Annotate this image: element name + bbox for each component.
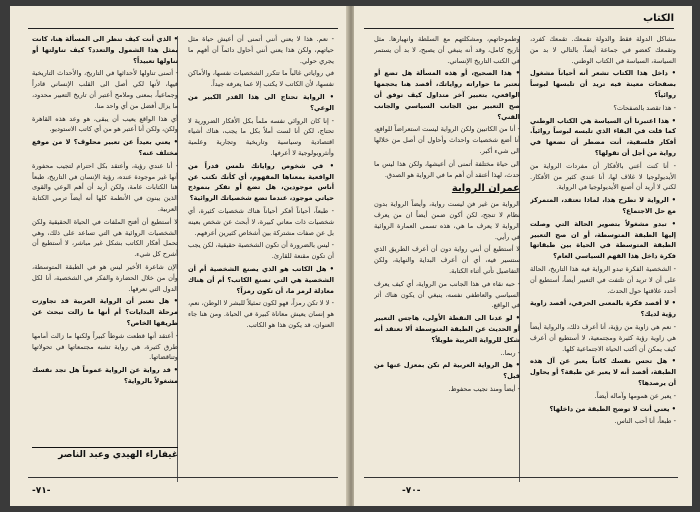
interview-question: • الرواية لا تطرح هذا، لماذا تعتقد، المتمركز مع حل الاجتماع؟: [530, 196, 676, 215]
interview-paragraph: - نعم هي زاوية من رؤية، أنا أعرف ذلك، والرواية أيضاً هي زاوية رؤية كثيرة ومجتمعية، لا أستطيع أن أعرف كيف يمكن أن أكتب الحياة الاجتماعية كلها.: [530, 322, 676, 353]
interview-paragraph: - طبعاً، أنا أحب الناس.: [614, 417, 676, 426]
interview-question: • هل تحس نفسك كاتباً يعبر عن آل هذه الطبقة، أقصد أنه لا يعبر عن طبقة؟ أو يحاول أن يرصدها؟: [530, 357, 676, 387]
interview-paragraph: في رواياتي غالباً ما تتكرر الشخصيات نفسها، والأماكن نفسها، لأن الكاتب لا يكتب إلا عما يعرفه جيداً.: [188, 69, 334, 89]
interview-paragraph: - ليس بالضرورة أن تكون الشخصية حقيقية، لكن يجب أن تكون مقنعة للقارئ.: [188, 241, 334, 261]
section-heading: عمران الرواية: [451, 183, 520, 195]
interview-paragraph: - أنا من الكاتبين ولكن الرواية ليست استعراضاً للواقع، أنا أضع شخصيات واحداث وأحاول أن أصل من خلالها الى شيء أكبر.: [374, 125, 520, 155]
interview-paragraph: - أعتقد أنها قطعت شوطاً كبيراً ولكنها ما زالت أمامها طرق كثيرة، هي رواية تشبه مجتمعاتها في تحولاتها وتناقضاتها.: [32, 331, 178, 362]
interview-paragraph: الى حياة مختلفة أتمنى أن أعيشها، ولكن هذا ليس ما حدث، لهذا أعتقد أن أهم ما في الرواية هو الصدق.: [374, 159, 520, 179]
running-header: [364, 12, 674, 29]
footer-rule: [28, 477, 338, 478]
interview-paragraph: وطموحاتهم، ومشكلتهم مع السلطة وانهيارها. مثل تاريخ كامل، وقد أنه ينبغي أن يصبح، لا بد أن يستمر في الكتب التاريخ الإنساني.: [374, 35, 520, 65]
footer-rule: [364, 477, 678, 478]
interview-question: • لو عدنا الى النقطة الأولى، هاجس التعبير أو الحديث عن الطبقة المتوسطة ألا تعتقد أنه شكل للرواية العربية طويلاً؟: [374, 314, 520, 344]
author-signature: غيفاراء الهيدي وعبد الناصر: [32, 447, 178, 460]
interview-paragraph: لا أستطيع أن أفتح الملفات في الحياة الحقيقية ولكن الشخصيات الروائية هي التي تساعد على ذلك، وهي تحمل أفكار الكاتب بشكل غير مباشر، لا أستطيع أن أشرح كل شيء.: [32, 217, 178, 259]
right-page-column-right: [530, 34, 676, 486]
interview-question: • الذي أنت كيف تنظر الى المسألة هنا، كانت بمثل هذا الشمول والتعدد؟ كيف تناولتها أو تناولها تعبيداً؟: [32, 35, 178, 65]
interview-question: • داخل هذا الكتاب تشعر أنه أحياناً مشغول بصفحات معينة فيه تريد أن تلبسها لبوساً روائياً؟: [530, 69, 676, 99]
interview-paragraph: - الشخصية الفكرة تبدو الرواية فيه هذا التاريخ، الحالة على أن لا تريد أن تلتفت في التعبير أيضاً، أستطيع أن أحدد علاقتها حول الحدث.: [530, 264, 676, 295]
interview-paragraph: - أيضاً ومنذ نجيب محفوظ.: [448, 384, 520, 393]
interview-paragraph: - حبه نقاء في هذا الجانب من الرواية، أي كيف يعرف السياسي والعاطفي نفسه، ينبغي أن يكون هناك أثر في الواقع.: [374, 279, 520, 310]
left-page: [10, 6, 348, 506]
interview-paragraph: الرواية من غير فن ليست رواية، وأيضاً الرواية بدون نظام لا تنجح، لكن أكون ضمن أيضاً ان من يعرف الرواية لا يعرف ما هي، هذه تسمى العمارة الروائية في رأيي.: [374, 200, 520, 241]
interview-paragraph: - أنا كنت أعني بالأفكار أن مفردات الرواية من الأيديولوجيا لا غلاف لها، أنا عندي كثير من الأفكار. لكني لا أريد أن أصنع الأيديولوجيا في الرواية.: [530, 161, 676, 192]
page-number: -٧٠-: [402, 486, 421, 496]
interview-question: • يعني بعيداً عن تعبير محلوف؟ لا من موقع مختلف عنه؟: [32, 138, 178, 157]
interview-paragraph: - لا لا تكن رمزاً، فهو لكون تمثيلاً للبشر لا الوطن، نعم، هو إنسان يعيش معاناة كبيرة في الحياة. ومن هنا جاء العنوان، قد يكون هذا هو الكاتب.: [188, 299, 334, 329]
interview-question: • هل الكاتب هو الذي يصنع الشخصية أم أن الشخصية هي التي تصنع الكاتب؟ أم أن هناك معادلة لرمز ما، أن تكون رمزاً؟: [188, 264, 334, 295]
interview-question: • يعني أنت لا توضح الطبقة من داخلها؟: [549, 404, 676, 413]
interview-question: • في شخوص رواياتك تلمس قدراً من الواقعية بمعناها المفهوم، أي كأنك تكتب عن أناس موجودين، هل تضع أو تفكر بنموذج حياتي موجود، عندما تضع شخصياتك الروائية؟: [188, 161, 334, 203]
running-title: الكتاب: [643, 13, 674, 24]
interview-question: • هل تعتبر أن الرواية العربية قد تجاوزت مرحلة البدايات؟ أم أنها ما زالت تبحث عن طريقها الخاص؟: [32, 297, 178, 327]
interview-paragraph: أي هذا الواقع يعيب أن يبقى، هو وعد هذه القاهرة ولكن، ولكن أنا أعتبر هو من أي كاتب الاستوديو.: [32, 114, 178, 134]
interview-question: • تبدو مشغولاً بتصوير الحالة التي وصلت إليها الطبقة المتوسطة، أو ان صح التعبير الطبقة المتوسطة في الحياة بين طبقاتها فكرة داخل هذا الفهم السياسي العام؟: [530, 219, 676, 261]
interview-question: • هذا الصحيح، أو هذه المسألة هل تضع أو تعتبر ما حواراته رواياتك، أقصد هنا بحجمها الواقعي، بتعبير آخر متداول كيف توفق أن صح التعبير بين الجانب السياسي والجانب الفني؟: [374, 69, 520, 121]
right-page-column-left: [374, 34, 520, 486]
left-page-column-left: [32, 34, 178, 486]
interview-paragraph: - يعبر عن همومها وآماله أيضاً.: [594, 391, 676, 400]
interview-paragraph: - إنا كان الروائي نفسه ملماً بكل الأفكار الضرورية لا تحتاج، لكن أنا لست أملاً بكل ما يجب، هناك أشياء اقتصادية وسياسية وتاريخية وتجارية وعلمية وأنثروبولوجية لا أعرفها.: [188, 116, 334, 157]
interview-question: • الرواية تحتاج الى هذا القدر الكبير من الوعي؟: [188, 92, 334, 112]
right-page: [354, 6, 692, 506]
interview-question: • هل الرواية العربية لم تكن بمعزل عنها من قبل؟: [374, 361, 520, 381]
interview-paragraph: الإن شاعرة الأخير ليس هو في الطبقة المتوسطة، وأن من خلال الحضارة والفكر في الشخصية، أنا لكل الدول التي نعرفها.: [32, 262, 178, 293]
book-spread: [10, 6, 692, 506]
page-number: -٧١-: [32, 486, 51, 496]
interview-paragraph: مشاكل الدولة فقط والدولة تقمعك. تقمعك كفرد، وتقمعك كعضو في جماعة أيضاً، بالتالي لا بد من السياسة، السياسة في الكتاب الوطني.: [530, 35, 676, 65]
interview-paragraph: - هذا تقصد بالصفحات؟: [613, 103, 676, 112]
interview-question: • لا أقصد فكرة بالمعنى الحرفي، أقصد زاوية رؤية لديك؟: [530, 299, 676, 319]
interview-paragraph: - أنا عندي رؤية، وأعتقد بكل احترام لتجيب محفورة أنها غير موجودة عنده، رؤية الإنسان في التاريخ، طبعاً هنا الكتابات عامة، ولكن أريد أن أهم الوعي والقوى الذين يبنون في الأنظمة كلها أنه أيضاً ترمي الكتابة العربية.: [32, 161, 178, 213]
interview-question: • هذا اعتبرنا أن السياسة هي الكتاب الوطني كما قلت في البقاء الذي تلبسه لبوساً روائياً. أفكار فلسفية، أنت مضطر أن تضعها في رواية من أجل أن تقولها؟: [530, 116, 676, 157]
interview-paragraph: - نعم. هذا لا يعني أنني أتمنى أن أعيش حياة مثل حياتهم، ولكن هذا يعني أنني أحاول دائماً أن أفهم ما يجري حولي.: [188, 35, 334, 65]
interview-question: • قد رواية عن الرواية عموماً هل تجد نفسك مشغولاً بالرواية؟: [32, 366, 178, 385]
interview-paragraph: - طبعاً، أحياناً أفكر أحياناً هناك شخصيات كثيرة، أي شخصيات ذات معاني كبيرة، لا أبحث عن شخص بعينه بل عن صفات مشتركة بين أشخاص كثيرين أعرفهم.: [188, 206, 334, 237]
interview-paragraph: لا أستطيع أن أبني رواية دون أن أعرف الطريق الذي ستسير فيه، أي أن أعرف البداية والنهاية، ولكن التفاصيل تأتي أثناء الكتابة.: [374, 245, 520, 275]
interview-paragraph: - أتمنى تناولها لأحداثها في التاريخ، والأحداث التاريخية فيها، لأنها لكي أصل الى القلب الإنساني قادراً وجماعياً، بمعنى وملامح أعتبر أن تاريخ التعبير محدود، ما يزال أفضل من أي واحد منا.: [32, 69, 178, 110]
interview-paragraph: - ربما..: [500, 348, 520, 357]
left-page-column-right: [188, 34, 334, 486]
running-header: [28, 12, 338, 29]
